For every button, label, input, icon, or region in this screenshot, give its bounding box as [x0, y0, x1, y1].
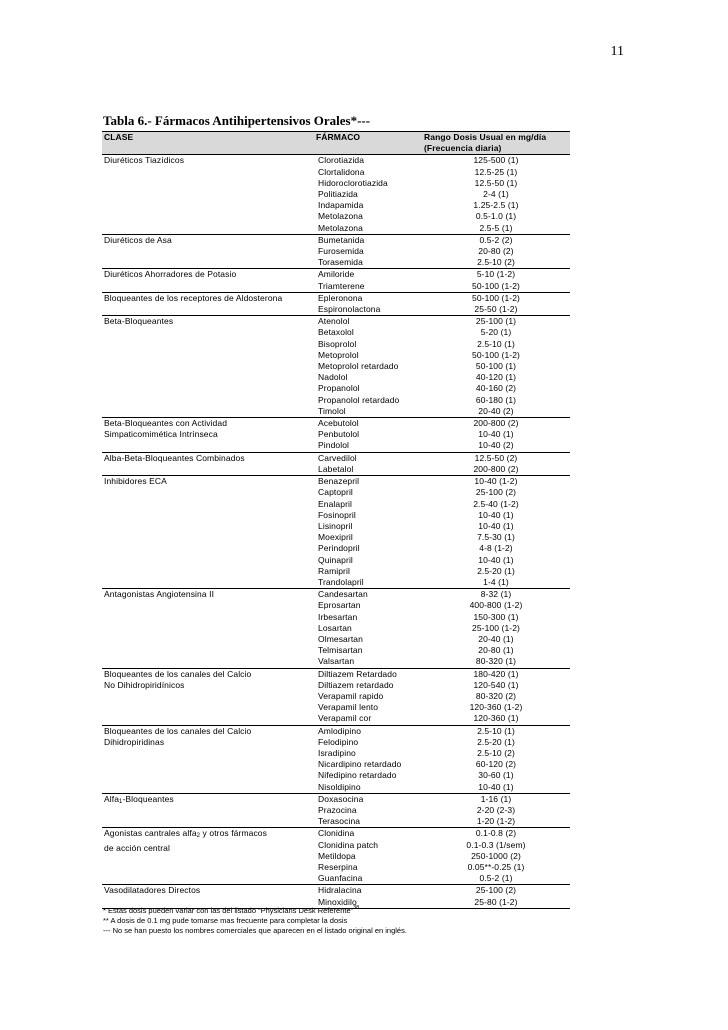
drug-name: Betaxolol [318, 327, 354, 338]
dose-range: 250-1000 (2) [471, 850, 521, 861]
dose-range: 25-100 (1) [475, 316, 517, 327]
table-row [102, 234, 570, 246]
drug-name: Fosinopril [318, 509, 356, 520]
dose-range: 400-800 (1-2) [469, 600, 523, 611]
drug-name: Politiazida [318, 189, 358, 200]
drug-name: Quinapril [318, 554, 353, 565]
drug-name: Penbutolol [318, 429, 360, 440]
drug-class-cell [102, 476, 314, 589]
drug-name: Enalapril [318, 498, 352, 509]
dose-range: 2.5-20 (1) [477, 565, 515, 576]
dose-range: 2-20 (2-3) [476, 804, 516, 815]
drug-class-cell [102, 725, 314, 793]
drug-name: Doxasocina [318, 793, 364, 804]
drug-name: Telmisartan [318, 645, 363, 656]
drug-class-label: Beta-Bloqueantes con Actividad [104, 418, 228, 429]
table-row [102, 155, 570, 167]
dose-range: 80-320 (1) [422, 656, 570, 668]
header-dose-range [422, 132, 570, 155]
drug-name: Hidoroclorotiazida [318, 177, 388, 188]
dose-range: 125-500 (1) [473, 155, 519, 166]
drug-name: Clonidina [318, 828, 355, 839]
dose-range: 200-800 (2) [422, 464, 570, 476]
drug-class-label: Beta-Bloqueantes [104, 316, 174, 327]
drug-class-label: Bloqueantes de los canales del Calcio [104, 668, 252, 679]
drug-name: Triamterene [314, 281, 422, 293]
table-row [102, 725, 570, 737]
drug-name: Metolazona [314, 223, 422, 235]
dose-range: 10-40 (1) [478, 520, 514, 531]
table-body [102, 155, 570, 908]
dose-range: 10-40 (1-2) [474, 476, 518, 487]
dose-range: 10-40 (2) [422, 440, 570, 452]
drug-name: Olmesartan [318, 633, 363, 644]
dose-range: 2.5-20 (1) [477, 736, 515, 747]
header-dose-range-line2: (Frecuencia diaria) [424, 143, 502, 154]
table-header-row [102, 132, 570, 155]
drug-class-cell [102, 292, 314, 315]
drug-name: Nicardipino retardado [318, 759, 402, 770]
table-row [102, 269, 570, 281]
dose-range: 12.5-25 (1) [474, 166, 518, 177]
drug-class-label: Vasodilatadores Directos [104, 885, 201, 896]
drug-class-cell [102, 316, 314, 418]
drug-class-cell [102, 269, 314, 292]
drug-name: Captopril [318, 487, 353, 498]
table-row [102, 885, 570, 897]
footnote-1-text: * Estas dosis pueden variar con las del listado “Physicians Desk Referente” [103, 906, 354, 915]
table-row [102, 668, 570, 680]
dose-range: 50-100 (1-2) [422, 281, 570, 293]
dose-range: 10-40 (1) [478, 429, 514, 440]
dose-range: 10-40 (1) [478, 509, 514, 520]
drug-class-label: de acción central [104, 842, 170, 853]
drug-class-label: Bloqueantes de los canales del Calcio [104, 725, 252, 736]
drug-class-label: Bloqueantes de los receptores de Aldosterona [104, 292, 283, 303]
drug-name: Hidralacina [318, 885, 362, 896]
drug-name: Reserpina [318, 862, 358, 872]
dose-range: 5-10 (1-2) [476, 269, 516, 280]
dose-range: 12.5-50 (1) [474, 177, 518, 188]
header-drug: FÁRMACO [314, 132, 422, 155]
footnote-1-reference: 38 [353, 905, 360, 911]
drug-class-label: Dihidropiridinas [104, 736, 165, 747]
drug-name: Ramipril [318, 565, 350, 576]
drug-name: Torasemida [314, 257, 422, 269]
drug-class-label: 1 [119, 798, 123, 805]
drug-name: Benazepril [318, 476, 360, 487]
dose-range: 40-120 (1) [475, 372, 517, 383]
drug-name: Labetalol [314, 464, 422, 476]
drug-name: Nisoldipino [314, 782, 422, 794]
drug-name: Espironolactona [314, 304, 422, 316]
dose-range: 2.5-10 (1) [477, 338, 515, 349]
drug-class-cell [102, 418, 314, 453]
table-row [102, 793, 570, 805]
drug-name: Verapamil lento [318, 702, 379, 713]
drug-name: Furosemida [318, 246, 364, 257]
footnote-2: ** A dosis de 0.1 mg pude tomarse mas frecuente para completar la dosis [103, 916, 348, 925]
dose-range: 1-4 (1) [422, 577, 570, 589]
dose-range: 60-120 (2) [475, 759, 517, 770]
dose-range: 0.5-2 (2) [479, 234, 513, 245]
footnotes [103, 903, 407, 936]
drug-name: Epleronona [318, 292, 363, 303]
drug-name: Felodipino [318, 736, 359, 747]
dose-range: 50-100 (1) [475, 361, 517, 372]
drug-class-label: Antagonistas Angiotensina II [104, 589, 215, 600]
dose-range: 0.1-0.3 (1/sem) [466, 839, 526, 850]
dose-range: 25-100 (2) [475, 487, 517, 498]
dose-range: 25-100 (1-2) [472, 622, 520, 633]
table-row [102, 292, 570, 304]
drug-name: Perindopril [318, 543, 360, 554]
drug-name: Metoprolol [318, 349, 359, 360]
drug-name: Diltiazem Retardado [318, 668, 397, 679]
drug-name: Candesartan [318, 589, 368, 600]
table-row [102, 828, 570, 840]
drug-name: Atenolol [318, 316, 350, 327]
dose-range: 120-360 (1) [422, 713, 570, 725]
dose-range: 120-360 (1-2) [469, 702, 523, 713]
drug-name: Clorotiazida [318, 155, 365, 166]
drug-name: Bisoprolol [318, 338, 357, 349]
dose-range: 150-300 (1) [473, 611, 519, 622]
drug-class-label: y otros fármacos [200, 828, 267, 839]
dose-range: 25-80 (1-2) [422, 897, 570, 909]
drug-name: Amiloride [318, 269, 355, 280]
drug-class-label: Simpaticomimética Intrínseca [104, 429, 218, 440]
dose-range: 2.5-5 (1) [422, 223, 570, 235]
drug-name: Minoxidilo [314, 897, 422, 909]
drug-class-label: Diuréticos Ahorradores de Potasio [104, 269, 237, 280]
dose-range: 20-40 (1) [478, 633, 514, 644]
drug-name: Prazocina [318, 804, 357, 815]
dose-range: 4-8 (1-2) [479, 543, 513, 554]
drug-name: Nifedipino retardado [318, 770, 397, 781]
drug-class-label: Agonistas cantrales alfa [104, 828, 197, 839]
drug-name: Verapamil cor [314, 713, 422, 725]
dose-range: 200-800 (2) [473, 418, 519, 429]
drug-name: Timolol [314, 406, 422, 418]
header-class: CLASE [102, 132, 314, 155]
drug-class-cell [102, 452, 314, 475]
footnote-3: --- No se han puesto los nombres comerciales que aparecen en el listado original en inglés. [103, 926, 407, 935]
drug-name: Propanolol [318, 383, 360, 394]
dose-range: 60-180 (1) [475, 394, 517, 405]
drug-class-label: 2 [196, 833, 201, 840]
dose-range: 50-100 (1-2) [472, 292, 520, 303]
page-number: 11 [610, 44, 624, 59]
dose-range: 30-60 (1) [478, 770, 514, 781]
drug-class-label: Alba-Beta-Bloqueantes Combinados [104, 452, 245, 463]
drug-class-cell [102, 793, 314, 828]
dose-range: 20-80 (2) [478, 246, 514, 257]
drug-name: Metolazona [318, 211, 363, 222]
drug-class-cell [102, 155, 314, 234]
drug-name: Losartan [318, 622, 352, 633]
dose-range: 0.5-2 (1) [422, 873, 570, 885]
drug-class-cell [102, 828, 314, 885]
dose-range: 80-320 (2) [475, 690, 517, 701]
drug-name: Eprosartan [318, 600, 361, 611]
drug-name: Bumetanida [318, 234, 365, 245]
dose-range: 25-50 (1-2) [422, 304, 570, 316]
footnote-1 [103, 903, 407, 916]
drug-class-cell [102, 234, 314, 269]
drug-name: Terasocina [314, 816, 422, 828]
drug-name: Diltiazem retardado [318, 679, 394, 690]
dose-range: 7.5-30 (1) [477, 532, 515, 543]
dose-range: 120-540 (1) [473, 679, 519, 690]
drug-name: Lisinopril [318, 520, 353, 531]
dose-range: 0.1-0.8 (2) [475, 828, 517, 839]
antihypertensive-table [102, 131, 570, 909]
dose-range: 2.5-10 (2) [477, 747, 515, 758]
table-title: Tabla 6.- Fármacos Antihipertensivos Orales*--- [103, 113, 371, 128]
drug-class-label: Diuréticos Tiazídicos [104, 155, 185, 166]
drug-name: Irbesartan [318, 611, 358, 622]
drug-name: Indapamida [318, 200, 364, 211]
dose-range: 1-16 (1) [480, 793, 512, 804]
dose-range: 2.5-40 (1-2) [473, 498, 519, 509]
dose-range: 20-40 (2) [422, 406, 570, 418]
drug-name: Metoprolol retardado [318, 361, 399, 372]
drug-name: Clonidina patch [318, 839, 379, 850]
drug-name: Trandolapril [314, 577, 422, 589]
drug-name: Metildopa [318, 850, 356, 861]
dose-range: 2.5-10 (2) [422, 257, 570, 269]
drug-name: Verapamil rapido [318, 690, 384, 701]
header-dose-range-line1: Rango Dosis Usual en mg/día [424, 132, 547, 142]
dose-range: 1-20 (1-2) [422, 816, 570, 828]
drug-name: Amlodipino [318, 725, 362, 736]
drug-class-label: Alfa [104, 793, 120, 804]
dose-range: 12.5-50 (2) [474, 452, 518, 463]
drug-class-label: -Bloqueantes [122, 793, 174, 804]
dose-range: 10-40 (1) [478, 554, 514, 565]
dose-range: 1.25-2.5 (1) [473, 200, 519, 211]
dose-range: 10-40 (1) [422, 782, 570, 794]
drug-name: Carvedilol [318, 452, 357, 463]
drug-name: Nadolol [318, 372, 348, 383]
table-row [102, 476, 570, 488]
drug-name: Acebutolol [318, 418, 359, 429]
drug-class-cell [102, 589, 314, 668]
drug-name: Clortalidona [318, 166, 365, 177]
dose-range: 0.5-1.0 (1) [475, 211, 517, 222]
table-row [102, 316, 570, 328]
table-row [102, 589, 570, 601]
dose-range: 2-4 (1) [483, 189, 509, 200]
dose-range: 0.05**-0.25 (1) [467, 862, 525, 872]
drug-class-label: No Dihidropiridínicos [104, 679, 185, 690]
dose-range: 8-32 (1) [480, 589, 512, 600]
dose-range: 50-100 (1-2) [472, 349, 520, 360]
drug-class-label: Inhibidores ECA [104, 476, 167, 487]
dose-range: 180-420 (1) [473, 668, 519, 679]
table-row [102, 418, 570, 430]
drug-name: Guanfacina [314, 873, 422, 885]
drug-name: Pindolol [314, 440, 422, 452]
dose-range: 20-80 (1) [478, 645, 514, 656]
drug-class-cell [102, 668, 314, 725]
drug-name: Isradipino [318, 747, 356, 758]
drug-name: Valsartan [314, 656, 422, 668]
drug-name: Moexipril [318, 532, 353, 543]
table-row [102, 452, 570, 464]
dose-range: 25-100 (2) [475, 885, 517, 896]
dose-range: 40-160 (2) [475, 383, 517, 394]
drug-name: Propanolol retardado [318, 394, 400, 405]
dose-range: 5-20 (1) [480, 327, 512, 338]
dose-range: 2.5-10 (1) [477, 725, 515, 736]
drug-class-label: Diuréticos de Asa [104, 234, 172, 245]
